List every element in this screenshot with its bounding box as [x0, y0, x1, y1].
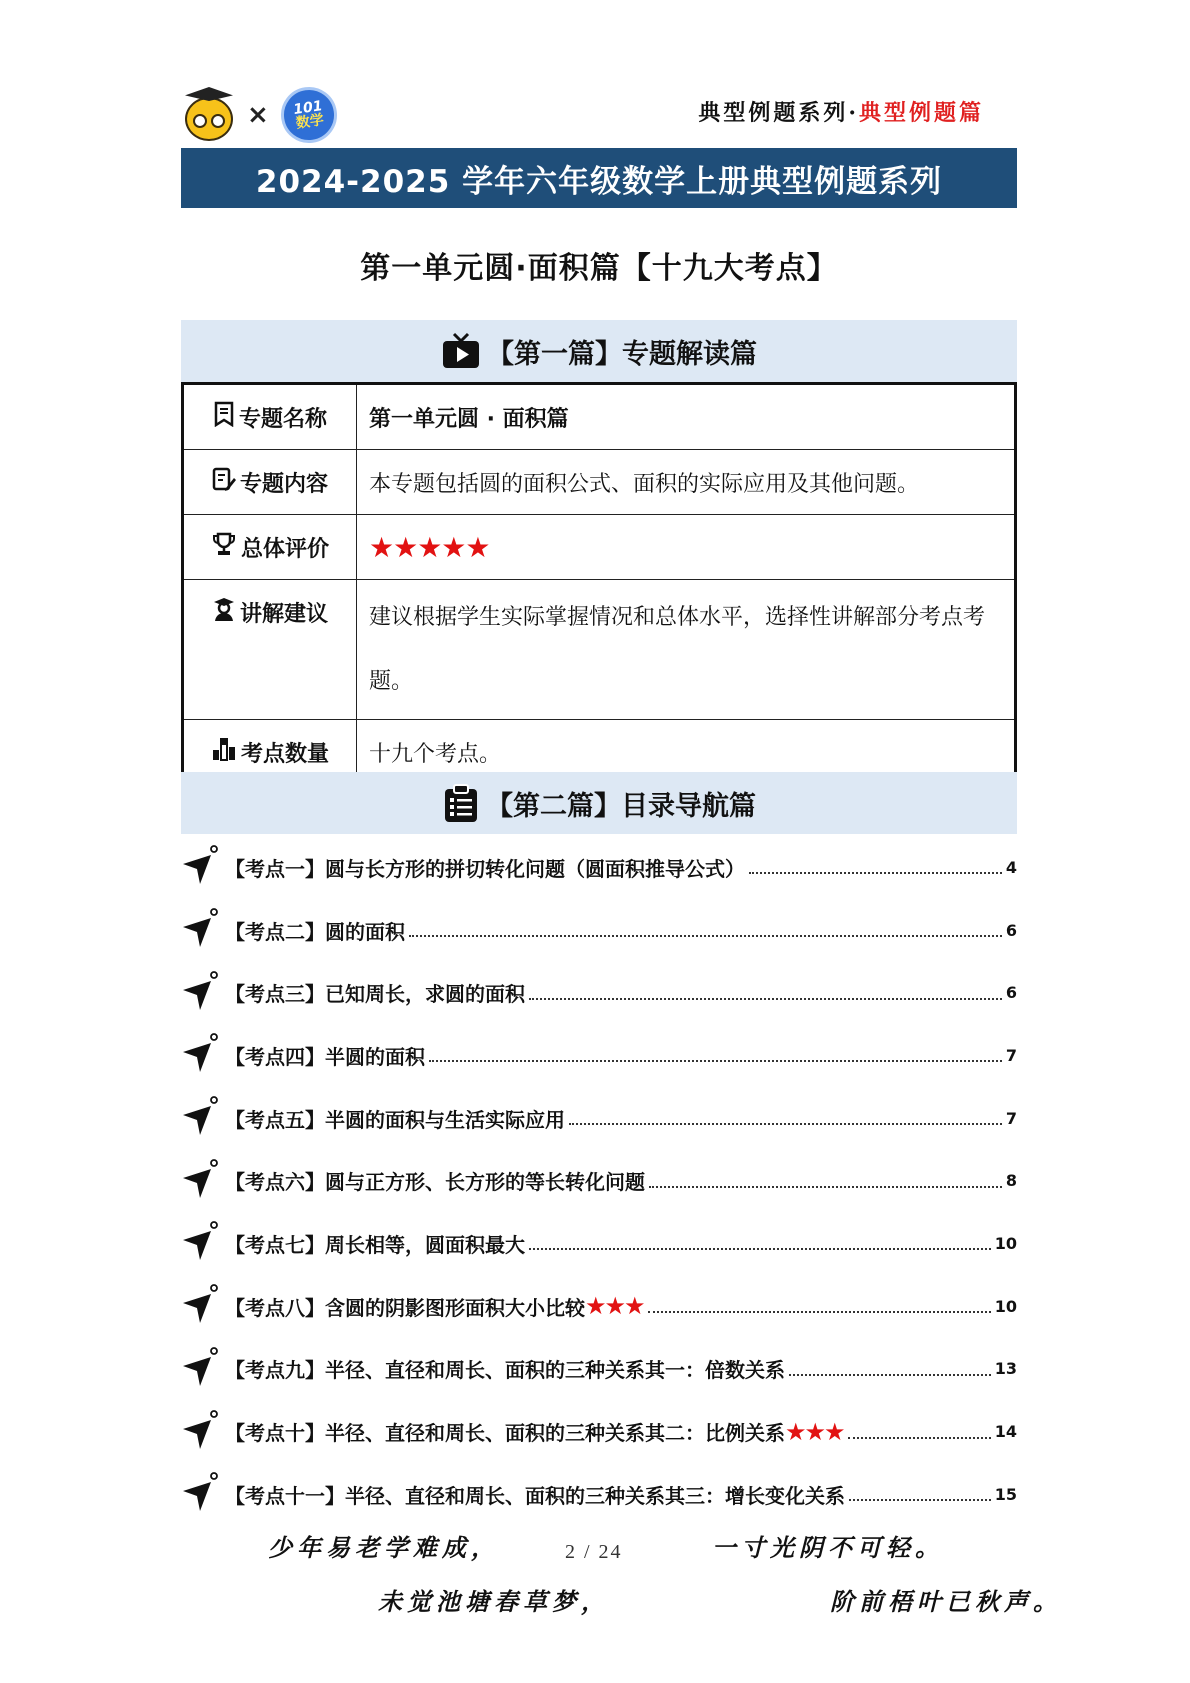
info-key: 考点数量	[240, 741, 329, 767]
toc-item-label: 【考点九】半径、直径和周长、面积的三种关系其一：倍数关系	[225, 1358, 785, 1383]
toc-dot-leader	[789, 1374, 991, 1376]
edit-doc-icon	[212, 466, 236, 498]
toc-item-label: 【考点七】周长相等，圆面积最大	[225, 1232, 525, 1257]
location-arrow-icon	[181, 1095, 221, 1137]
poem-line2-left: 未觉池塘春草梦，	[378, 1587, 610, 1616]
document-subtitle: 第一单元圆·面积篇【十九大考点】	[360, 251, 838, 286]
toc-item-label: 【考点八】含圆的阴影图形面积大小比较	[225, 1295, 585, 1320]
info-value: 十九个考点。	[357, 720, 1016, 786]
toc-item[interactable]	[181, 1463, 1017, 1526]
info-value	[357, 515, 1016, 580]
toc-item[interactable]	[181, 1400, 1017, 1463]
page-number: 2 / 24	[565, 1541, 623, 1563]
info-key-cell	[183, 450, 357, 515]
math-101-logo	[277, 83, 340, 146]
teacher-icon	[212, 596, 236, 628]
document-title-bar: 2024-2025 学年六年级数学上册典型例题系列	[181, 148, 1017, 208]
toc-item-page: 10	[994, 1296, 1017, 1316]
toc-item[interactable]	[181, 1275, 1017, 1338]
info-row-rating	[183, 515, 1016, 580]
toc-item[interactable]	[181, 1149, 1017, 1212]
topic-info-table	[181, 382, 1017, 787]
location-arrow-icon	[181, 1471, 221, 1513]
toc-dot-leader	[849, 1499, 991, 1501]
toc-item-page: 15	[994, 1484, 1017, 1504]
toc-item-label: 【考点一】圆与长方形的拼切转化问题（圆面积推导公式）	[225, 856, 745, 881]
header-logos	[183, 82, 337, 148]
location-arrow-icon	[181, 970, 221, 1012]
toc-dot-leader	[749, 872, 1002, 874]
toc-item-page: 7	[1005, 1108, 1017, 1128]
poem-line1-left: 少年易老学难成，	[268, 1533, 500, 1562]
toc-item[interactable]	[181, 1338, 1017, 1401]
toc-dot-leader	[648, 1311, 991, 1313]
poem-line1-right: 一寸光阴不可轻。	[712, 1533, 944, 1562]
toc-dot-leader	[409, 935, 1002, 937]
toc-dot-leader	[429, 1060, 1002, 1062]
location-arrow-icon	[181, 1409, 221, 1451]
toc-item-page: 8	[1005, 1171, 1017, 1191]
section2-header	[181, 772, 1017, 834]
section1-header	[181, 320, 1017, 382]
toc-item[interactable]	[181, 899, 1017, 962]
info-key: 专题名称	[238, 406, 327, 432]
clipboard-list-icon	[442, 783, 480, 823]
toc-item[interactable]	[181, 1212, 1017, 1275]
difficulty-stars: ★★★	[585, 1292, 644, 1321]
location-arrow-icon	[181, 844, 221, 886]
toc-item-label: 【考点十一】半径、直径和周长、面积的三种关系其三：增长变化关系	[225, 1483, 845, 1508]
series-tag-red: 典型例题篇	[858, 100, 984, 126]
difficulty-stars: ★★★	[785, 1417, 844, 1446]
toc-item[interactable]	[181, 1087, 1017, 1150]
toc-item-label: 【考点十】半径、直径和周长、面积的三种关系其二：比例关系	[225, 1421, 785, 1446]
toc-dot-leader	[848, 1437, 991, 1439]
toc-item-label: 【考点四】半圆的面积	[225, 1044, 425, 1069]
info-row-advice	[183, 580, 1016, 720]
logo-number: 101	[292, 98, 324, 119]
bar-chart-icon	[211, 736, 237, 768]
info-value: 建议根据学生实际掌握情况和总体水平，选择性讲解部分考点考题。	[357, 580, 1016, 720]
toc-dot-leader	[529, 1248, 991, 1250]
toc-dot-leader	[649, 1186, 1002, 1188]
logo-text: 数学	[294, 112, 325, 132]
toc-item-page: 6	[1005, 920, 1017, 940]
section1-title: 【第一篇】专题解读篇	[487, 338, 757, 370]
location-arrow-icon	[181, 1220, 221, 1262]
toc-item-page: 6	[1005, 983, 1017, 1003]
series-tag	[698, 96, 984, 127]
toc-item-page: 10	[994, 1233, 1017, 1253]
series-tag-black: 典型例题系列·	[698, 100, 859, 126]
logo-separator: ×	[247, 100, 269, 130]
toc-item-page: 14	[994, 1422, 1017, 1442]
bookmark-doc-icon	[213, 401, 235, 433]
location-arrow-icon	[181, 1032, 221, 1074]
info-key: 专题内容	[239, 471, 328, 497]
toc-item-page: 4	[1005, 857, 1017, 877]
trophy-icon	[211, 531, 237, 563]
info-value: 本专题包括圆的面积公式、面积的实际应用及其他问题。	[357, 450, 1016, 515]
toc-dot-leader	[569, 1123, 1002, 1125]
toc-item-page: 7	[1005, 1045, 1017, 1065]
tv-play-icon	[441, 332, 481, 370]
toc-item-label: 【考点三】已知周长，求圆的面积	[225, 982, 525, 1007]
toc-item[interactable]	[181, 836, 1017, 899]
location-arrow-icon	[181, 1283, 221, 1325]
info-value: 第一单元圆 · 面积篇	[357, 384, 1016, 450]
rating-stars: ★★★★★	[369, 530, 490, 564]
info-key: 总体评价	[240, 536, 329, 562]
info-key-cell	[183, 580, 357, 720]
location-arrow-icon	[181, 1158, 221, 1200]
poem-line2-right: 阶前梧叶已秋声。	[830, 1587, 1062, 1616]
info-key-cell	[183, 515, 357, 580]
toc-dot-leader	[529, 998, 1002, 1000]
toc-item-page: 13	[994, 1359, 1017, 1379]
info-row-name	[183, 384, 1016, 450]
info-key-cell	[183, 384, 357, 450]
location-arrow-icon	[181, 1346, 221, 1388]
toc-item[interactable]	[181, 961, 1017, 1024]
toc-item-label: 【考点二】圆的面积	[225, 919, 405, 944]
info-key: 讲解建议	[239, 601, 328, 627]
toc-item[interactable]	[181, 1024, 1017, 1087]
toc-item-label: 【考点五】半圆的面积与生活实际应用	[225, 1107, 565, 1132]
toc-item-label: 【考点六】圆与正方形、长方形的等长转化问题	[225, 1170, 645, 1195]
info-row-content	[183, 450, 1016, 515]
location-arrow-icon	[181, 907, 221, 949]
owl-scholar-logo-icon	[183, 87, 235, 143]
section2-title: 【第二篇】目录导航篇	[486, 790, 756, 822]
table-of-contents	[181, 836, 1017, 1526]
